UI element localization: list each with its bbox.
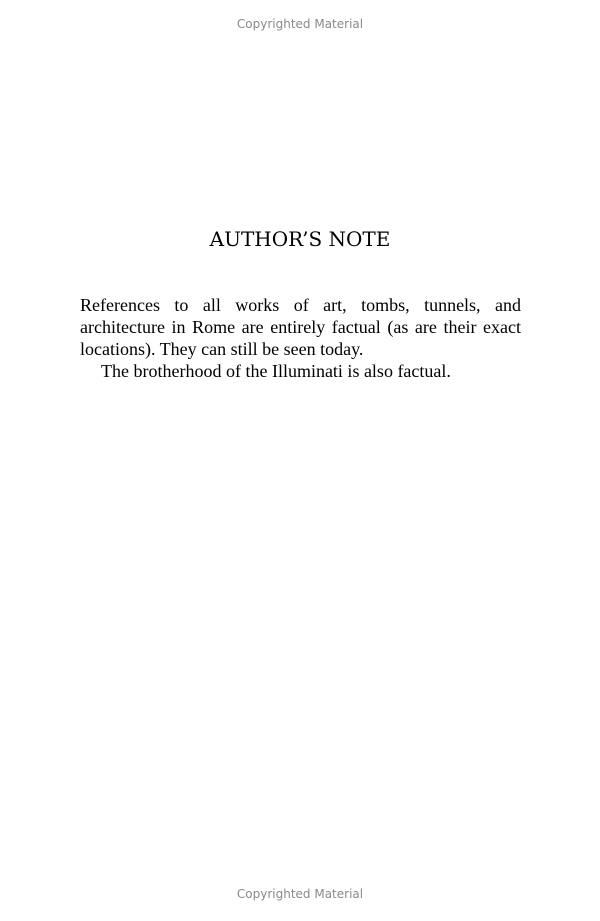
page-heading: AUTHOR’S NOTE: [209, 227, 391, 251]
copyright-watermark-top: Copyrighted Material: [236, 17, 364, 31]
paragraph-references: References to all works of art, tombs, tunnels, and architecture in Rome are entirely factual (as are their exact locations). They can still be seen today.: [80, 295, 521, 359]
copyright-watermark-bottom: Copyrighted Material: [236, 887, 364, 901]
authors-note-body: [80, 294, 521, 382]
paragraph-illuminati: The brotherhood of the Illuminati is also factual.: [101, 361, 451, 381]
